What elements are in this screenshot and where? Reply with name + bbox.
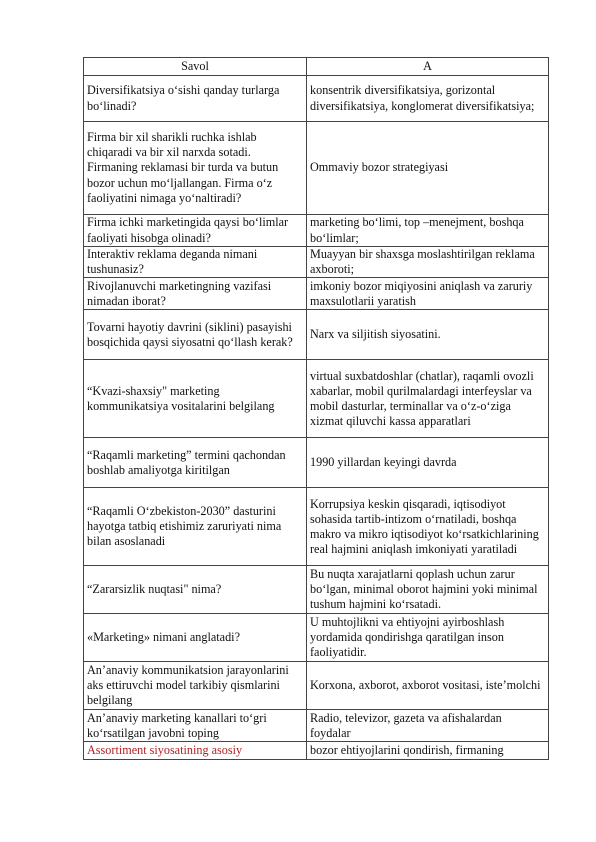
qa-table	[83, 57, 549, 760]
answer-cell: Ommaviy bozor strategiyasi	[307, 122, 549, 215]
question-cell: “Kvazi-shaxsiy" marketing kommunikatsiya vositalarini belgilang	[84, 360, 307, 438]
answer-cell: imkoniy bozor miqiyosini aniqlash va zaruriy maxsulotlarii yaratish	[307, 278, 549, 310]
table-row	[84, 247, 549, 278]
answer-cell: virtual suxbatdoshlar (chatlar), raqamli ovozli xabarlar, mobil qurilmalardagi interfeyslar va mobil dasturlar, terminallar va o‘z-o‘ziga xizmat qiluvchi kassa apparatlari	[307, 360, 549, 438]
table-row	[84, 614, 549, 662]
question-cell: “Zararsizlik nuqtasi" nima?	[84, 566, 307, 614]
answer-cell: Korrupsiya keskin qisqaradi, iqtisodiyot sohasida tartib-intizom o‘rnatiladi, boshqa makro va mikro iqtisodiyot ko‘rsatkichlarining real hajmini aniqlash imkoniyati yaratiladi	[307, 488, 549, 566]
question-cell: Tovarni hayotiy davrini (siklini) pasayishi bosqichida qaysi siyosatni qo‘llash kerak?	[84, 310, 307, 360]
answer-cell: U muhtojlikni va ehtiyojni ayirboshlash yordamida qondirishga qaratilgan inson faoliyatidir.	[307, 614, 549, 662]
table-header-row	[84, 58, 549, 76]
question-cell: Assortiment siyosatining asosiy	[84, 742, 307, 760]
table-row	[84, 360, 549, 438]
answer-cell: konsentrik diversifikatsiya, gorizontal diversifikatsiya, konglomerat diversifikatsiya;	[307, 76, 549, 122]
question-cell: «Marketing» nimani anglatadi?	[84, 614, 307, 662]
table-row	[84, 662, 549, 710]
table-row	[84, 278, 549, 310]
question-cell: “Raqamli marketing” termini qachondan boshlab amaliyotga kiritilgan	[84, 438, 307, 488]
table-row	[84, 76, 549, 122]
answer-cell: Narx va siljitish siyosatini.	[307, 310, 549, 360]
answer-cell: Korxona, axborot, axborot vositasi, iste’molchi	[307, 662, 549, 710]
question-cell: Interaktiv reklama deganda nimani tushunasiz?	[84, 247, 307, 278]
answer-cell: Radio, televizor, gazeta va afishalardan foydalar	[307, 710, 549, 742]
table-row	[84, 488, 549, 566]
answer-cell: bozor ehtiyojlarini qondirish, firmaning	[307, 742, 549, 760]
table-row	[84, 742, 549, 760]
table-row	[84, 438, 549, 488]
table-row	[84, 215, 549, 247]
answer-cell: 1990 yillardan keyingi davrda	[307, 438, 549, 488]
question-cell: Firma bir xil sharikli ruchka ishlab chiqaradi va bir xil narxda sotadi. Firmaning reklamasi bir turda va butun bozor uchun mo‘ljallangan. Firma o‘z faoliyatini nimaga yo‘naltiradi?	[84, 122, 307, 215]
table-row	[84, 122, 549, 215]
answer-cell: Bu nuqta xarajatlarni qoplash uchun zarur bo‘lgan, minimal oborot hajmini yoki minimal tushum hajmini ko‘rsatadi.	[307, 566, 549, 614]
table-row	[84, 310, 549, 360]
answer-cell: Muayyan bir shaxsga moslashtirilgan reklama axboroti;	[307, 247, 549, 278]
question-cell: Rivojlanuvchi marketingning vazifasi nimadan iborat?	[84, 278, 307, 310]
table-row	[84, 566, 549, 614]
answer-column-header: A	[307, 58, 549, 76]
answer-cell: marketing bo‘limi, top –menejment, boshqa bo‘limlar;	[307, 215, 549, 247]
question-cell: An’anaviy marketing kanallari to‘gri ko‘rsatilgan javobni toping	[84, 710, 307, 742]
question-cell: “Raqamli O‘zbekiston-2030” dasturini hayotga tatbiq etishimiz zaruriyati nima bilan asoslanadi	[84, 488, 307, 566]
question-cell: An’anaviy kommunikatsion jarayonlarini aks ettiruvchi model tarkibiy qismlarini belgilang	[84, 662, 307, 710]
question-cell: Firma ichki marketingida qaysi bo‘limlar faoliyati hisobga olinadi?	[84, 215, 307, 247]
question-column-header: Savol	[84, 58, 307, 76]
table-row	[84, 710, 549, 742]
question-cell: Diversifikatsiya o‘sishi qanday turlarga bo‘linadi?	[84, 76, 307, 122]
